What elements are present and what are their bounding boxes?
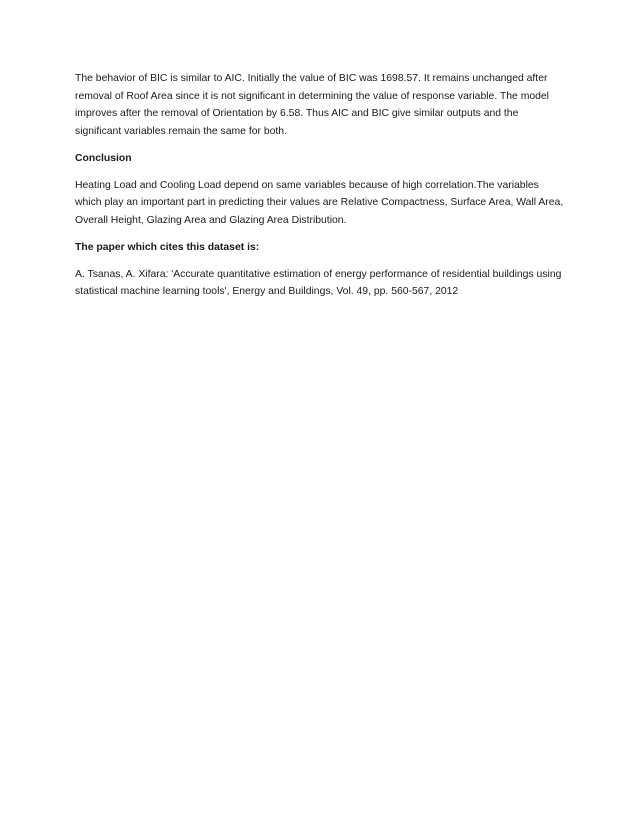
conclusion-heading: Conclusion [75, 153, 132, 164]
conclusion-paragraph: Heating Load and Cooling Load depend on same variables because of high correlation.The variables which play an important part in predicting their values are Relative Compactness, Surface Area, Wall Area, Overall Height, Glazing Area and Glazing Area Distribution. [75, 179, 564, 226]
citation-paragraph: A. Tsanas, A. Xifara: 'Accurate quantitative estimation of energy performance of residential buildings using statistical machine learning tools', Energy and Buildings, Vol. 49, pp. 560-567, 2012 [75, 268, 562, 297]
citation-heading: The paper which cites this dataset is: [75, 242, 260, 253]
document-page [75, 70, 565, 311]
bic-paragraph: The behavior of BIC is similar to AIC. Initially the value of BIC was 1698.57. It remains unchanged after removal of Roof Area since it is not significant in determining the value of response variable. The model improves after the removal of Orientation by 6.58. Thus AIC and BIC give similar outputs and the significant variables remain the same for both. [75, 73, 549, 137]
